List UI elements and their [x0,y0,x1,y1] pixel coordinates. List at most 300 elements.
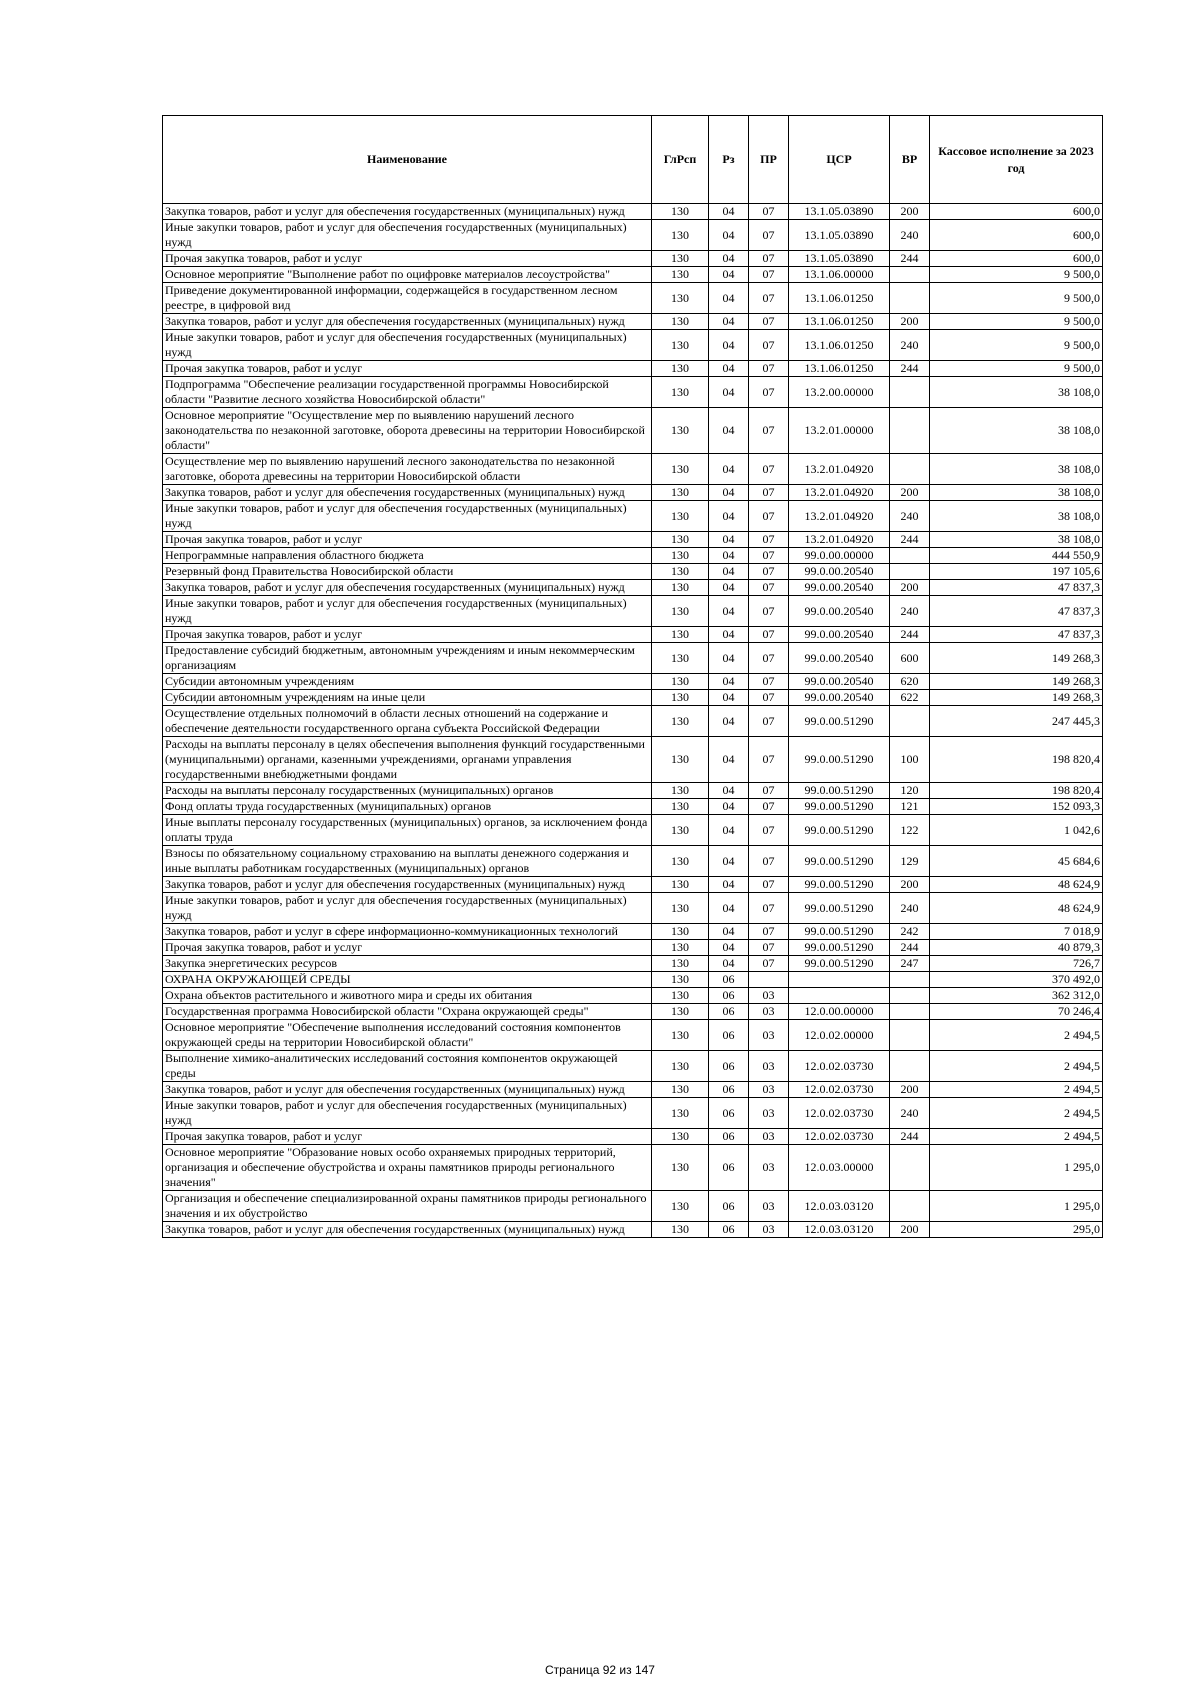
cell-vr: 200 [890,877,930,893]
table-row [163,596,1103,627]
cell-glrsp: 130 [652,893,709,924]
cell-rz: 04 [709,815,749,846]
cell-glrsp: 130 [652,1145,709,1191]
cell-name: Охрана объектов растительного и животного мира и среды их обитания [163,988,652,1004]
cell-rz: 06 [709,1051,749,1082]
table-row [163,643,1103,674]
cell-name: Прочая закупка товаров, работ и услуг [163,251,652,267]
cell-amount: 2 494,5 [930,1098,1103,1129]
cell-amount: 47 837,3 [930,580,1103,596]
cell-pr: 07 [749,924,789,940]
table-row [163,204,1103,220]
table-row [163,564,1103,580]
cell-glrsp: 130 [652,377,709,408]
cell-name: Осуществление отдельных полномочий в области лесных отношений на содержание и обеспечение деятельности государственного органа субъекта Российской Федерации [163,706,652,737]
cell-pr: 07 [749,706,789,737]
table-row [163,251,1103,267]
cell-csr: 13.1.05.03890 [789,251,890,267]
cell-name: Фонд оплаты труда государственных (муниципальных) органов [163,799,652,815]
cell-glrsp: 130 [652,408,709,454]
cell-pr: 03 [749,1191,789,1222]
cell-name: Прочая закупка товаров, работ и услуг [163,627,652,643]
cell-pr: 07 [749,940,789,956]
table-row [163,408,1103,454]
cell-glrsp: 130 [652,1051,709,1082]
cell-glrsp: 130 [652,1082,709,1098]
cell-vr [890,267,930,283]
header-amount: Кассовое исполнение за 2023 год [930,116,1103,204]
cell-glrsp: 130 [652,972,709,988]
cell-pr: 07 [749,799,789,815]
table-row [163,454,1103,485]
cell-name: Закупка товаров, работ и услуг для обеспечения государственных (муниципальных) нужд [163,204,652,220]
table-row [163,220,1103,251]
cell-glrsp: 130 [652,799,709,815]
cell-csr: 13.1.05.03890 [789,220,890,251]
cell-rz: 04 [709,251,749,267]
cell-name: Субсидии автономным учреждениям на иные цели [163,690,652,706]
cell-pr: 07 [749,596,789,627]
cell-rz: 04 [709,893,749,924]
cell-amount: 38 108,0 [930,377,1103,408]
cell-name: Прочая закупка товаров, работ и услуг [163,361,652,377]
cell-glrsp: 130 [652,361,709,377]
cell-rz: 04 [709,940,749,956]
cell-name: Прочая закупка товаров, работ и услуг [163,1129,652,1145]
cell-vr [890,454,930,485]
cell-rz: 04 [709,361,749,377]
cell-csr: 12.0.03.03120 [789,1191,890,1222]
cell-glrsp: 130 [652,485,709,501]
cell-name: Резервный фонд Правительства Новосибирской области [163,564,652,580]
cell-pr: 07 [749,361,789,377]
cell-rz: 06 [709,1098,749,1129]
cell-pr: 07 [749,454,789,485]
cell-csr: 99.0.00.20540 [789,596,890,627]
cell-vr: 244 [890,1129,930,1145]
cell-rz: 06 [709,1145,749,1191]
cell-amount: 2 494,5 [930,1051,1103,1082]
cell-vr [890,706,930,737]
table-row [163,893,1103,924]
cell-csr: 13.1.06.01250 [789,361,890,377]
cell-vr [890,548,930,564]
cell-amount: 9 500,0 [930,283,1103,314]
cell-pr: 07 [749,314,789,330]
cell-vr [890,1051,930,1082]
cell-name: Иные закупки товаров, работ и услуг для обеспечения государственных (муниципальных) нужд [163,893,652,924]
header-vr: ВР [890,116,930,204]
cell-amount: 47 837,3 [930,596,1103,627]
cell-pr: 07 [749,485,789,501]
cell-csr: 13.1.06.00000 [789,267,890,283]
table-row [163,501,1103,532]
cell-glrsp: 130 [652,815,709,846]
cell-amount: 38 108,0 [930,454,1103,485]
cell-rz: 04 [709,377,749,408]
cell-pr: 03 [749,988,789,1004]
cell-pr: 07 [749,330,789,361]
cell-rz: 04 [709,314,749,330]
cell-csr: 99.0.00.00000 [789,548,890,564]
cell-amount: 370 492,0 [930,972,1103,988]
cell-vr: 200 [890,1082,930,1098]
cell-rz: 04 [709,674,749,690]
cell-name: Осуществление мер по выявлению нарушений лесного законодательства по незаконной заготовке, оборота древесины на территории Новосибирской области [163,454,652,485]
cell-csr: 13.1.06.01250 [789,314,890,330]
table-row [163,1082,1103,1098]
cell-glrsp: 130 [652,1129,709,1145]
cell-vr [890,1020,930,1051]
cell-rz: 04 [709,501,749,532]
header-csr: ЦСР [789,116,890,204]
table-row [163,580,1103,596]
cell-csr: 13.2.01.00000 [789,408,890,454]
cell-rz: 04 [709,956,749,972]
cell-rz: 04 [709,485,749,501]
cell-pr: 07 [749,627,789,643]
cell-pr: 07 [749,251,789,267]
cell-vr: 121 [890,799,930,815]
cell-glrsp: 130 [652,940,709,956]
cell-name: Основное мероприятие "Обеспечение выполнения исследований состояния компонентов окружающей среды на территории Новосибирской области" [163,1020,652,1051]
cell-amount: 198 820,4 [930,783,1103,799]
cell-pr: 07 [749,737,789,783]
cell-name: Закупка товаров, работ и услуг для обеспечения государственных (муниципальных) нужд [163,580,652,596]
cell-vr: 244 [890,940,930,956]
cell-csr: 13.2.00.00000 [789,377,890,408]
cell-csr: 13.1.06.01250 [789,283,890,314]
table-row [163,1129,1103,1145]
cell-glrsp: 130 [652,501,709,532]
cell-csr: 99.0.00.51290 [789,846,890,877]
cell-vr: 600 [890,643,930,674]
cell-csr: 99.0.00.51290 [789,815,890,846]
cell-name: Закупка товаров, работ и услуг для обеспечения государственных (муниципальных) нужд [163,485,652,501]
cell-pr: 07 [749,674,789,690]
table-row [163,548,1103,564]
cell-pr: 03 [749,1004,789,1020]
cell-amount: 38 108,0 [930,532,1103,548]
cell-name: Прочая закупка товаров, работ и услуг [163,940,652,956]
cell-pr: 07 [749,220,789,251]
cell-glrsp: 130 [652,690,709,706]
cell-name: Основное мероприятие "Выполнение работ по оцифровке материалов лесоустройства" [163,267,652,283]
table-row [163,283,1103,314]
cell-vr [890,1191,930,1222]
cell-csr: 12.0.02.00000 [789,1020,890,1051]
cell-pr: 07 [749,783,789,799]
cell-rz: 04 [709,596,749,627]
table-row [163,783,1103,799]
cell-glrsp: 130 [652,220,709,251]
cell-vr: 200 [890,314,930,330]
cell-pr: 07 [749,893,789,924]
table-row [163,846,1103,877]
cell-pr: 07 [749,532,789,548]
cell-amount: 47 837,3 [930,627,1103,643]
cell-pr: 07 [749,548,789,564]
table-row [163,799,1103,815]
cell-vr: 244 [890,251,930,267]
cell-glrsp: 130 [652,454,709,485]
cell-amount: 444 550,9 [930,548,1103,564]
cell-glrsp: 130 [652,314,709,330]
cell-pr: 07 [749,643,789,674]
cell-name: Закупка энергетических ресурсов [163,956,652,972]
cell-vr: 100 [890,737,930,783]
header-pr: ПР [749,116,789,204]
cell-csr: 13.2.01.04920 [789,532,890,548]
cell-csr: 12.0.02.03730 [789,1129,890,1145]
cell-amount: 2 494,5 [930,1082,1103,1098]
cell-name: Иные закупки товаров, работ и услуг для обеспечения государственных (муниципальных) нужд [163,596,652,627]
table-row [163,485,1103,501]
cell-name: Организация и обеспечение специализированной охраны памятников природы регионального значения и их обустройство [163,1191,652,1222]
cell-glrsp: 130 [652,737,709,783]
cell-glrsp: 130 [652,643,709,674]
cell-amount: 1 042,6 [930,815,1103,846]
cell-rz: 06 [709,1222,749,1238]
cell-pr: 07 [749,564,789,580]
cell-vr [890,377,930,408]
cell-pr: 03 [749,1098,789,1129]
cell-glrsp: 130 [652,988,709,1004]
cell-rz: 04 [709,267,749,283]
cell-csr: 12.0.02.03730 [789,1051,890,1082]
table-row [163,361,1103,377]
cell-rz: 06 [709,972,749,988]
cell-rz: 04 [709,924,749,940]
cell-vr: 240 [890,596,930,627]
cell-name: Основное мероприятие "Осуществление мер по выявлению нарушений лесного законодательства по незаконной заготовке, оборота древесины на территории Новосибирской области" [163,408,652,454]
cell-pr: 07 [749,877,789,893]
cell-glrsp: 130 [652,1222,709,1238]
table-row [163,1020,1103,1051]
cell-glrsp: 130 [652,846,709,877]
cell-vr: 620 [890,674,930,690]
cell-vr: 244 [890,361,930,377]
cell-amount: 1 295,0 [930,1191,1103,1222]
table-row [163,972,1103,988]
cell-glrsp: 130 [652,532,709,548]
cell-pr: 03 [749,1082,789,1098]
cell-pr: 07 [749,956,789,972]
table-row [163,1098,1103,1129]
cell-csr: 99.0.00.51290 [789,924,890,940]
cell-rz: 04 [709,643,749,674]
cell-vr: 247 [890,956,930,972]
cell-vr: 240 [890,330,930,361]
cell-rz: 04 [709,283,749,314]
cell-amount: 600,0 [930,220,1103,251]
cell-rz: 06 [709,1020,749,1051]
cell-pr: 07 [749,267,789,283]
cell-pr: 07 [749,846,789,877]
cell-csr: 12.0.02.03730 [789,1082,890,1098]
table-row [163,706,1103,737]
cell-name: Закупка товаров, работ и услуг для обеспечения государственных (муниципальных) нужд [163,1082,652,1098]
table-row [163,1145,1103,1191]
cell-pr [749,972,789,988]
cell-amount: 149 268,3 [930,690,1103,706]
cell-rz: 04 [709,454,749,485]
cell-rz: 04 [709,706,749,737]
table-row [163,1051,1103,1082]
cell-glrsp: 130 [652,283,709,314]
cell-vr: 240 [890,893,930,924]
table-header-row [163,116,1103,204]
cell-name: Выполнение химико-аналитических исследований состояния компонентов окружающей среды [163,1051,652,1082]
cell-rz: 04 [709,564,749,580]
cell-amount: 9 500,0 [930,314,1103,330]
cell-amount: 362 312,0 [930,988,1103,1004]
cell-vr: 120 [890,783,930,799]
cell-rz: 04 [709,408,749,454]
cell-csr: 13.2.01.04920 [789,454,890,485]
cell-csr: 99.0.00.20540 [789,564,890,580]
table-row [163,877,1103,893]
table-row [163,314,1103,330]
cell-glrsp: 130 [652,267,709,283]
header-rz: Рз [709,116,749,204]
cell-rz: 06 [709,1191,749,1222]
cell-name: Иные закупки товаров, работ и услуг для обеспечения государственных (муниципальных) нужд [163,1098,652,1129]
cell-pr: 07 [749,283,789,314]
cell-name: Субсидии автономным учреждениям [163,674,652,690]
cell-vr: 240 [890,501,930,532]
cell-csr: 99.0.00.51290 [789,877,890,893]
table-row [163,330,1103,361]
table-row [163,1004,1103,1020]
cell-amount: 295,0 [930,1222,1103,1238]
cell-name: Иные закупки товаров, работ и услуг для обеспечения государственных (муниципальных) нужд [163,330,652,361]
cell-name: ОХРАНА ОКРУЖАЮЩЕЙ СРЕДЫ [163,972,652,988]
cell-amount: 149 268,3 [930,674,1103,690]
cell-glrsp: 130 [652,674,709,690]
cell-csr: 12.0.00.00000 [789,1004,890,1020]
cell-glrsp: 130 [652,1004,709,1020]
cell-csr: 13.1.06.01250 [789,330,890,361]
cell-vr: 240 [890,1098,930,1129]
cell-amount: 600,0 [930,204,1103,220]
cell-amount: 197 105,6 [930,564,1103,580]
cell-rz: 04 [709,580,749,596]
cell-csr: 99.0.00.20540 [789,643,890,674]
cell-glrsp: 130 [652,1020,709,1051]
cell-rz: 04 [709,548,749,564]
cell-pr: 07 [749,690,789,706]
cell-name: Закупка товаров, работ и услуг для обеспечения государственных (муниципальных) нужд [163,1222,652,1238]
table-row [163,1222,1103,1238]
cell-vr: 200 [890,204,930,220]
cell-pr: 03 [749,1129,789,1145]
cell-name: Государственная программа Новосибирской области "Охрана окружающей среды" [163,1004,652,1020]
cell-vr: 129 [890,846,930,877]
cell-rz: 04 [709,877,749,893]
cell-pr: 07 [749,377,789,408]
cell-rz: 04 [709,220,749,251]
cell-amount: 38 108,0 [930,408,1103,454]
cell-csr: 12.0.03.03120 [789,1222,890,1238]
cell-glrsp: 130 [652,877,709,893]
cell-glrsp: 130 [652,956,709,972]
cell-csr: 99.0.00.20540 [789,674,890,690]
cell-amount: 48 624,9 [930,877,1103,893]
cell-csr: 13.2.01.04920 [789,485,890,501]
table-row [163,690,1103,706]
cell-rz: 04 [709,532,749,548]
cell-csr [789,988,890,1004]
cell-csr [789,972,890,988]
cell-name: Расходы на выплаты персоналу государственных (муниципальных) органов [163,783,652,799]
cell-glrsp: 130 [652,204,709,220]
cell-vr: 244 [890,532,930,548]
cell-pr: 07 [749,580,789,596]
cell-name: Непрограммные направления областного бюджета [163,548,652,564]
cell-amount: 70 246,4 [930,1004,1103,1020]
cell-rz: 04 [709,783,749,799]
cell-pr: 03 [749,1222,789,1238]
cell-pr: 03 [749,1051,789,1082]
cell-vr: 622 [890,690,930,706]
cell-name: Взносы по обязательному социальному страхованию на выплаты денежного содержания и иные выплаты работникам государственных (муниципальных) органов [163,846,652,877]
cell-amount: 149 268,3 [930,643,1103,674]
cell-glrsp: 130 [652,251,709,267]
cell-amount: 38 108,0 [930,501,1103,532]
table-row [163,940,1103,956]
cell-vr: 200 [890,485,930,501]
cell-amount: 40 879,3 [930,940,1103,956]
cell-amount: 152 093,3 [930,799,1103,815]
cell-csr: 12.0.02.03730 [789,1098,890,1129]
cell-csr: 13.1.05.03890 [789,204,890,220]
table-row [163,924,1103,940]
cell-pr: 07 [749,204,789,220]
cell-csr: 99.0.00.51290 [789,940,890,956]
cell-name: Иные закупки товаров, работ и услуг для обеспечения государственных (муниципальных) нужд [163,220,652,251]
table-row [163,988,1103,1004]
cell-csr: 13.2.01.04920 [789,501,890,532]
cell-vr [890,972,930,988]
cell-rz: 06 [709,988,749,1004]
table-row [163,737,1103,783]
table-row [163,674,1103,690]
cell-amount: 38 108,0 [930,485,1103,501]
cell-vr [890,564,930,580]
cell-pr: 07 [749,408,789,454]
cell-csr: 99.0.00.20540 [789,627,890,643]
cell-amount: 48 624,9 [930,893,1103,924]
cell-pr: 03 [749,1145,789,1191]
cell-csr: 99.0.00.20540 [789,690,890,706]
cell-amount: 45 684,6 [930,846,1103,877]
cell-rz: 06 [709,1129,749,1145]
budget-execution-table [162,115,1103,1238]
cell-glrsp: 130 [652,1191,709,1222]
cell-glrsp: 130 [652,330,709,361]
cell-amount: 2 494,5 [930,1020,1103,1051]
table-row [163,627,1103,643]
cell-amount: 9 500,0 [930,330,1103,361]
cell-pr: 03 [749,1020,789,1051]
table-row [163,1191,1103,1222]
cell-vr: 240 [890,220,930,251]
cell-name: Закупка товаров, работ и услуг в сфере информационно-коммуникационных технологий [163,924,652,940]
cell-glrsp: 130 [652,706,709,737]
cell-vr: 242 [890,924,930,940]
cell-glrsp: 130 [652,596,709,627]
